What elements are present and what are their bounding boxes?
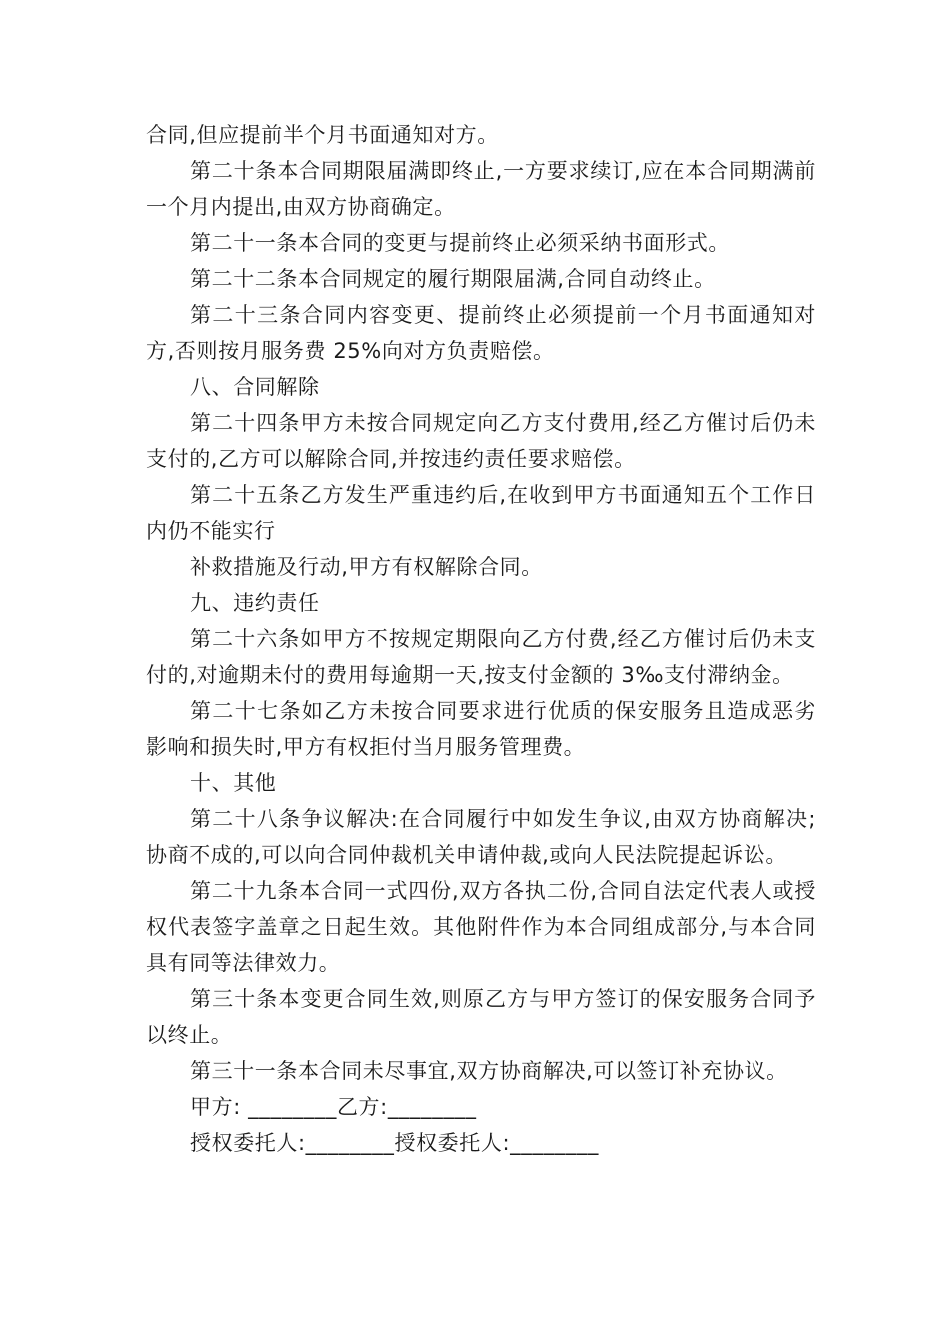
contract-body	[146, 117, 816, 1161]
section-heading-other: 十、其他	[190, 771, 277, 795]
article-24: 第二十四条甲方未按合同规定向乙方支付费用,经乙方催讨后仍未支付的,乙方可以解除合同,并按违约责任要求赔偿。	[146, 411, 816, 471]
section-heading-liability: 九、违约责任	[190, 591, 320, 615]
article-29: 第二十九条本合同一式四份,双方各执二份,合同自法定代表人或授权代表签字盖章之日起生效。其他附件作为本合同组成部分,与本合同具有同等法律效力。	[146, 879, 816, 975]
paragraph-0: 合同,但应提前半个月书面通知对方。	[146, 123, 499, 147]
article-25-continued: 补救措施及行动,甲方有权解除合同。	[190, 555, 543, 579]
signature-line-agents: 授权委托人:________授权委托人:________	[190, 1131, 599, 1155]
article-28: 第二十八条争议解决:在合同履行中如发生争议,由双方协商解决;协商不成的,可以向合同仲裁机关申请仲裁,或向人民法院提起诉讼。	[146, 807, 816, 867]
article-30: 第三十条本变更合同生效,则原乙方与甲方签订的保安服务合同予以终止。	[146, 987, 816, 1047]
article-31: 第三十一条本合同未尽事宜,双方协商解决,可以签订补充协议。	[190, 1059, 788, 1083]
article-22: 第二十二条本合同规定的履行期限届满,合同自动终止。	[190, 267, 716, 291]
article-25: 第二十五条乙方发生严重违约后,在收到甲方书面通知五个工作日内仍不能实行	[146, 483, 816, 543]
signature-line-parties: 甲方: ________乙方:________	[190, 1095, 477, 1119]
article-20: 第二十条本合同期限届满即终止,一方要求续订,应在本合同期满前一个月内提出,由双方协商确定。	[146, 159, 816, 219]
article-21: 第二十一条本合同的变更与提前终止必须采纳书面形式。	[190, 231, 730, 255]
article-27: 第二十七条如乙方未按合同要求进行优质的保安服务且造成恶劣影响和损失时,甲方有权拒付当月服务管理费。	[146, 699, 816, 759]
section-heading-termination: 八、合同解除	[190, 375, 320, 399]
article-23: 第二十三条合同内容变更、提前终止必须提前一个月书面通知对方,否则按月服务费 25%向对方负责赔偿。	[146, 303, 816, 363]
article-26: 第二十六条如甲方不按规定期限向乙方付费,经乙方催讨后仍未支付的,对逾期未付的费用每逾期一天,按支付金额的 3‰支付滞纳金。	[146, 627, 816, 687]
